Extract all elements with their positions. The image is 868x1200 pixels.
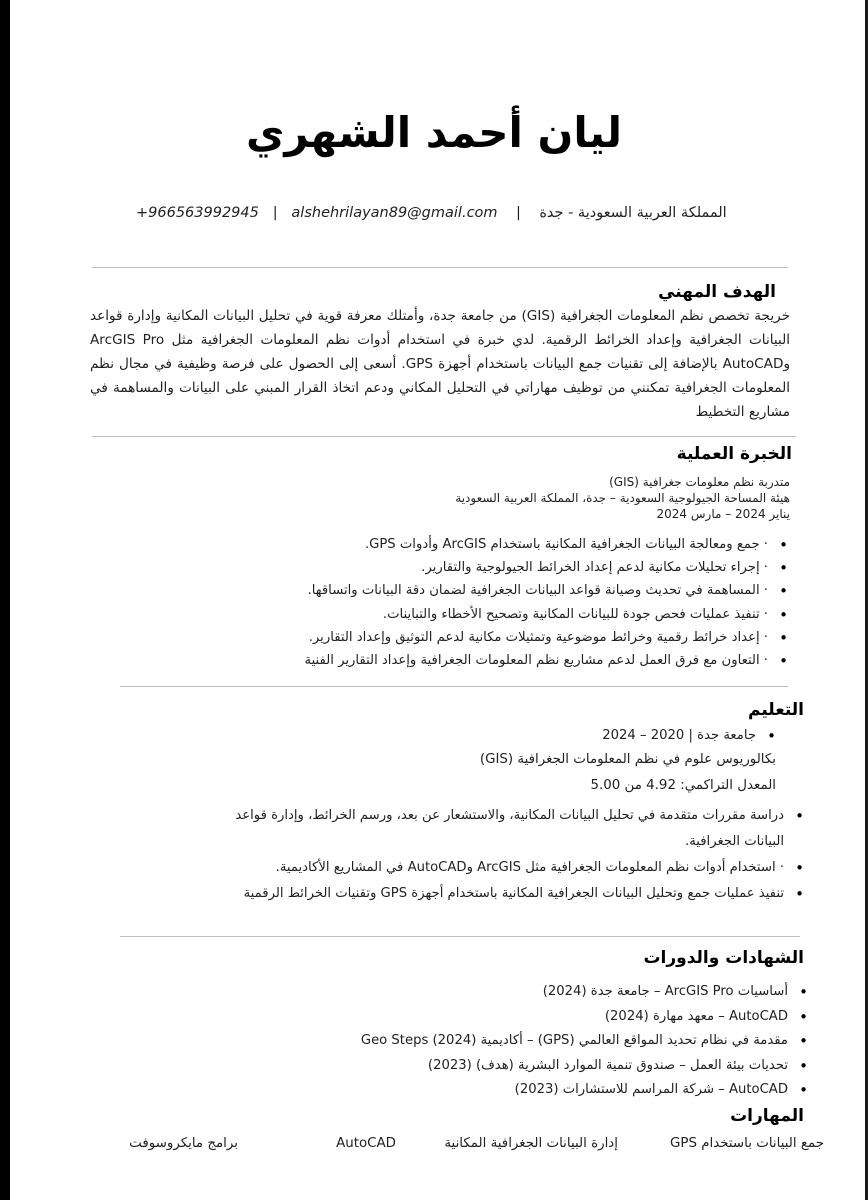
- objective-text: خريجة تخصص نظم المعلومات الجغرافية (GIS) من جامعة جدة، وأمتلك معرفة قوية في تحليل البيانات المكانية وإدارة قواعد البيانات الجغرافية وإعداد الخرائط الرقمية. لدي خبرة في استخدام أدوات نظم المعلومات الجغرافية مثل ArcGIS Pro وAutoCAD بالإضافة إلى تقنيات جمع البيانات باستخدام أجهزة GPS. أسعى إلى الحصول على فرصة وظيفية في مجال نظم المعلومات الجغرافية تمكنني من توظيف مهاراتي في التحليل المكاني ودعم اتخاذ القرار المبني على البيانات والمساهمة في مشاريع التخطيط: [90, 308, 791, 420]
- section-title-education: التعليم: [748, 700, 804, 720]
- location: المملكة العربية السعودية - جدة: [539, 205, 727, 221]
- email-address: alshehrilayan89@gmail.com: [291, 205, 498, 221]
- experience-organization: هيئة المساحة الجيولوجية السعودية – جدة، المملكة العربية السعودية: [455, 491, 790, 505]
- separator: [263, 205, 272, 221]
- divider: [120, 936, 800, 937]
- list-item: • · إعداد خرائط رقمية وخرائط موضوعية وتمثيلات مكانية لدعم التوثيق وإعداد التقارير.: [308, 628, 788, 647]
- skill-item: AutoCAD: [336, 1136, 396, 1151]
- phone-number: +966563992945: [136, 205, 259, 221]
- list-item: • دراسة مقررات متقدمة في تحليل البيانات المكانية، والاستشعار عن بعد، ورسم الخرائط، وإدارة قواعد: [235, 807, 804, 825]
- section-title-skills: المهارات: [730, 1106, 804, 1126]
- list-item: • AutoCAD – شركة المراسم للاستشارات (2023): [514, 1081, 808, 1099]
- experience-list: [305, 534, 789, 673]
- education-degree: بكالوريوس علوم في نظم المعلومات الجغرافية (GIS): [479, 752, 776, 767]
- list-item: • · تنفيذ عمليات فحص جودة للبيانات المكانية وتصحيح الأخطاء والتباينات.: [382, 605, 788, 624]
- separator: |: [515, 205, 521, 221]
- list-item: • · استخدام أدوات نظم المعلومات الجغرافية مثل ArcGIS وAutoCAD في المشاريع الأكاديمية.: [275, 859, 804, 877]
- section-title-objective: الهدف المهني: [658, 282, 776, 302]
- list-item: • تنفيذ عمليات جمع وتحليل البيانات الجغرافية المكانية باستخدام أجهزة GPS وتقنيات الخرائط الرقمية: [243, 885, 804, 903]
- list-item: • · المساهمة في تحديث وصيانة قواعد البيانات الجغرافية لضمان دقة البيانات واتساقها.: [307, 582, 788, 601]
- education-university: جامعة جدة | 2020 – 2024: [602, 728, 756, 743]
- contact-line: [136, 205, 736, 221]
- experience-role: متدربة نظم معلومات جغرافية (GIS): [609, 475, 790, 489]
- divider: [120, 686, 788, 687]
- skill-item: جمع البيانات باستخدام GPS: [670, 1136, 824, 1151]
- skill-item: إدارة البيانات الجغرافية المكانية: [444, 1136, 618, 1151]
- list-item: البيانات الجغرافية.: [685, 834, 784, 849]
- experience-period: يناير 2024 – مارس 2024: [656, 507, 790, 521]
- skills-row: [120, 1136, 824, 1160]
- list-item: • جامعة جدة | 2020 – 2024: [602, 727, 776, 745]
- list-item: • تحديات بيئة العمل – صندوق تنمية الموارد البشرية (هدف) (2023): [427, 1056, 808, 1075]
- section-title-certificates: الشهادات والدورات: [643, 948, 804, 968]
- section-title-experience: الخبرة العملية: [676, 444, 792, 464]
- education-university-list: [602, 726, 776, 746]
- divider: [92, 436, 796, 437]
- list-item: • · إجراء تحليلات مكانية لدعم إعداد الخرائط الجيولوجية والتقارير.: [421, 559, 788, 578]
- skill-item: برامج مايكروسوفت: [129, 1136, 238, 1151]
- separator: |: [272, 205, 278, 221]
- list-item: • أساسيات ArcGIS Pro – جامعة جدة (2024): [542, 983, 808, 1001]
- certificates-list: [361, 980, 808, 1103]
- list-item: • · التعاون مع فرق العمل لدعم مشاريع نظم المعلومات الجغرافية وإعداد التقارير الفنية: [304, 651, 788, 670]
- left-edge-border: [0, 0, 10, 1200]
- list-item: • مقدمة في نظام تحديد المواقع العالمي (GPS) – أكاديمية Geo Steps (2024): [360, 1032, 808, 1050]
- list-item: • · جمع ومعالجة البيانات الجغرافية المكانية باستخدام ArcGIS وأدوات GPS.: [364, 536, 788, 554]
- list-item: • AutoCAD – معهد مهارة (2024): [604, 1007, 808, 1026]
- education-details-list: [235, 803, 804, 907]
- education-gpa: المعدل التراكمي: 4.92 من 5.00: [590, 778, 776, 793]
- candidate-name: ليان أحمد الشهري: [245, 108, 623, 157]
- divider: [92, 267, 788, 268]
